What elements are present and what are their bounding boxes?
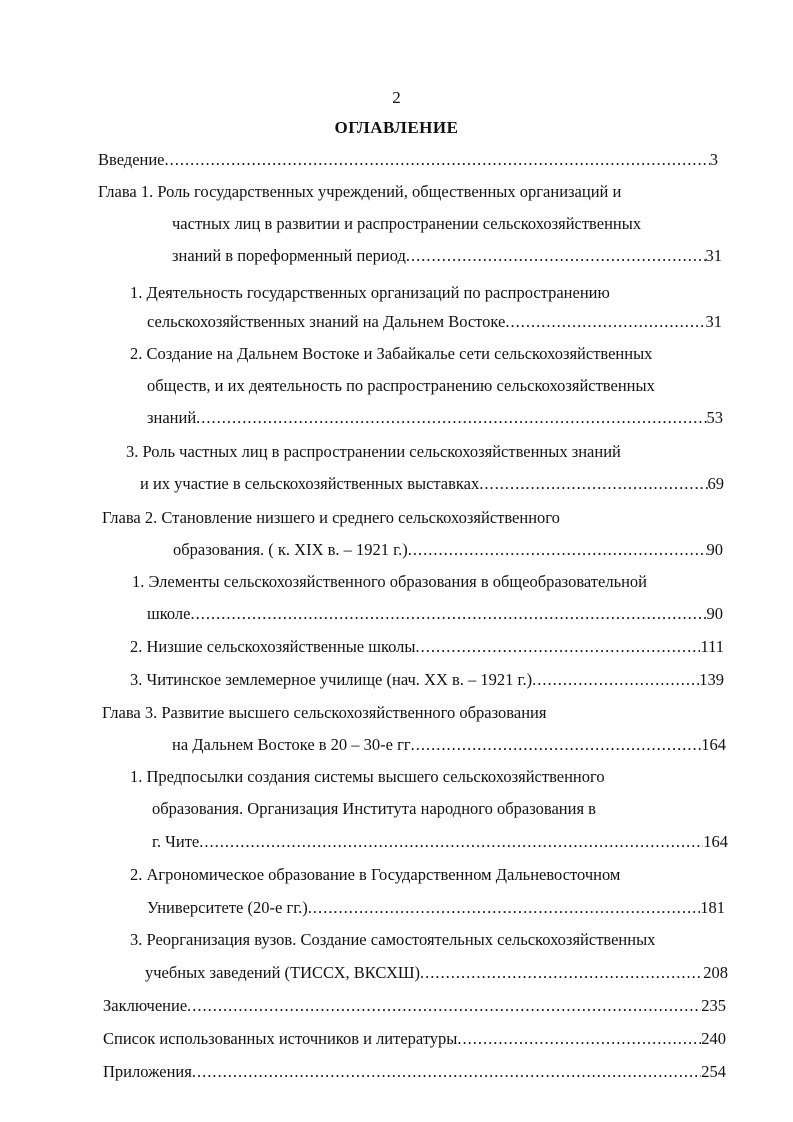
dot-leader xyxy=(199,832,703,852)
toc-page-number: 90 xyxy=(706,540,723,559)
toc-page-number: 90 xyxy=(706,604,723,623)
dot-leader xyxy=(420,963,703,983)
toc-section-3-3-line-1[interactable]: 3. Реорганизация вузов. Создание самостоятельных сельскохозяйственных xyxy=(130,930,656,949)
toc-page-number: 164 xyxy=(703,832,728,851)
toc-page-number: 235 xyxy=(701,996,726,1015)
toc-entry-title: школе xyxy=(147,604,191,623)
toc-section-2-3-entry[interactable] xyxy=(130,670,724,690)
toc-section-3-3-entry[interactable] xyxy=(145,963,728,983)
toc-chapter-3-entry[interactable] xyxy=(172,735,726,755)
toc-entry-title: г. Чите xyxy=(152,832,200,851)
toc-section-3-2-line-1[interactable]: 2. Агрономическое образование в Государственном Дальневосточном xyxy=(130,865,621,884)
dot-leader xyxy=(165,150,710,170)
toc-chapter-2-line-1[interactable]: Глава 2. Становление низшего и среднего сельскохозяйственного xyxy=(102,508,560,527)
toc-entry-title: Университете (20-е гг.) xyxy=(147,898,308,917)
dot-leader xyxy=(187,996,701,1016)
toc-entry-appendix[interactable] xyxy=(103,1062,726,1082)
toc-section-2-1-line-1[interactable]: 1. Элементы сельскохозяйственного образования в общеобразовательной xyxy=(132,572,648,591)
dot-leader xyxy=(408,540,707,560)
dot-leader xyxy=(308,898,701,918)
toc-chapter-3-line-1[interactable]: Глава 3. Развитие высшего сельскохозяйственного образования xyxy=(102,703,547,722)
toc-section-1-2-line-1[interactable]: 2. Создание на Дальнем Востоке и Забайкалье сети сельскохозяйственных xyxy=(130,344,653,363)
toc-entry-title: 2. Низшие сельскохозяйственные школы xyxy=(130,637,416,656)
toc-section-3-1-line-2: образования. Организация Института народного образования в xyxy=(152,799,596,818)
toc-section-1-3-entry[interactable] xyxy=(140,474,724,494)
toc-entry-title: и их участие в сельскохозяйственных выставках xyxy=(140,474,480,493)
toc-entry-title: на Дальнем Востоке в 20 – 30-е гг xyxy=(172,735,411,754)
toc-section-2-1-entry[interactable] xyxy=(147,604,723,624)
toc-entry-intro[interactable] xyxy=(98,150,718,170)
toc-entry-title: Введение xyxy=(98,150,165,169)
toc-page-number: 254 xyxy=(701,1062,726,1081)
dot-leader xyxy=(479,474,707,494)
toc-page-number: 53 xyxy=(706,408,723,427)
dot-leader xyxy=(532,670,699,690)
dot-leader xyxy=(192,1062,701,1082)
toc-section-1-3-line-1[interactable]: 3. Роль частных лиц в распространении сельскохозяйственных знаний xyxy=(126,442,621,461)
toc-entry-title: сельскохозяйственных знаний на Дальнем Востоке xyxy=(147,312,506,331)
toc-chapter-1-line-1[interactable]: Глава 1. Роль государственных учреждений, общественных организаций и xyxy=(98,182,622,201)
page-number: 2 xyxy=(392,88,401,107)
toc-page-number: 240 xyxy=(701,1029,726,1048)
toc-section-3-2-entry[interactable] xyxy=(147,898,725,918)
toc-page-number: 139 xyxy=(699,670,724,689)
dot-leader xyxy=(416,637,701,657)
toc-entry-sources[interactable] xyxy=(103,1029,726,1049)
toc-entry-title: знаний xyxy=(147,408,197,427)
toc-entry-title: учебных заведений (ТИССХ, ВКСХШ) xyxy=(145,963,421,982)
toc-entry-title: Список использованных источников и литературы xyxy=(103,1029,458,1048)
toc-section-3-1-line-1[interactable]: 1. Предпосылки создания системы высшего сельскохозяйственного xyxy=(130,767,605,786)
toc-section-2-2-entry[interactable] xyxy=(130,637,724,657)
dot-leader xyxy=(411,735,702,755)
toc-chapter-1-entry[interactable] xyxy=(172,246,722,266)
dot-leader xyxy=(196,408,706,428)
toc-page-number: 164 xyxy=(701,735,726,754)
toc-entry-title: Заключение xyxy=(103,996,188,1015)
toc-section-1-1-line-1[interactable]: 1. Деятельность государственных организаций по распространению xyxy=(130,283,610,302)
toc-chapter-2-entry[interactable] xyxy=(173,540,723,560)
page-title: ОГЛАВЛЕНИЕ xyxy=(334,118,459,137)
dot-leader xyxy=(190,604,706,624)
toc-page-number: 69 xyxy=(707,474,724,493)
toc-section-1-2-line-2: обществ, и их деятельность по распространению сельскохозяйственных xyxy=(147,376,655,395)
toc-chapter-1-line-2: частных лиц в развитии и распространении сельскохозяйственных xyxy=(172,214,642,233)
toc-entry-title: Приложения xyxy=(103,1062,192,1081)
toc-page-number: 31 xyxy=(705,246,722,265)
toc-section-1-2-entry[interactable] xyxy=(147,408,723,428)
toc-page-number: 3 xyxy=(709,150,718,169)
toc-entry-conclusion[interactable] xyxy=(103,996,726,1016)
toc-page-number: 31 xyxy=(705,312,722,331)
dot-leader xyxy=(406,246,706,266)
toc-entry-title: 3. Читинское землемерное училище (нач. XX в. – 1921 г.) xyxy=(130,670,533,689)
toc-entry-title: образования. ( к. XIX в. – 1921 г.) xyxy=(173,540,408,559)
dot-leader xyxy=(505,312,705,332)
toc-section-3-1-entry[interactable] xyxy=(152,832,728,852)
toc-page-number: 208 xyxy=(703,963,728,982)
toc-entry-title: знаний в пореформенный период xyxy=(172,246,406,265)
dot-leader xyxy=(457,1029,701,1049)
toc-page-number: 181 xyxy=(700,898,725,917)
toc-section-1-1-entry[interactable] xyxy=(147,312,722,332)
toc-page-number: 111 xyxy=(700,637,724,656)
